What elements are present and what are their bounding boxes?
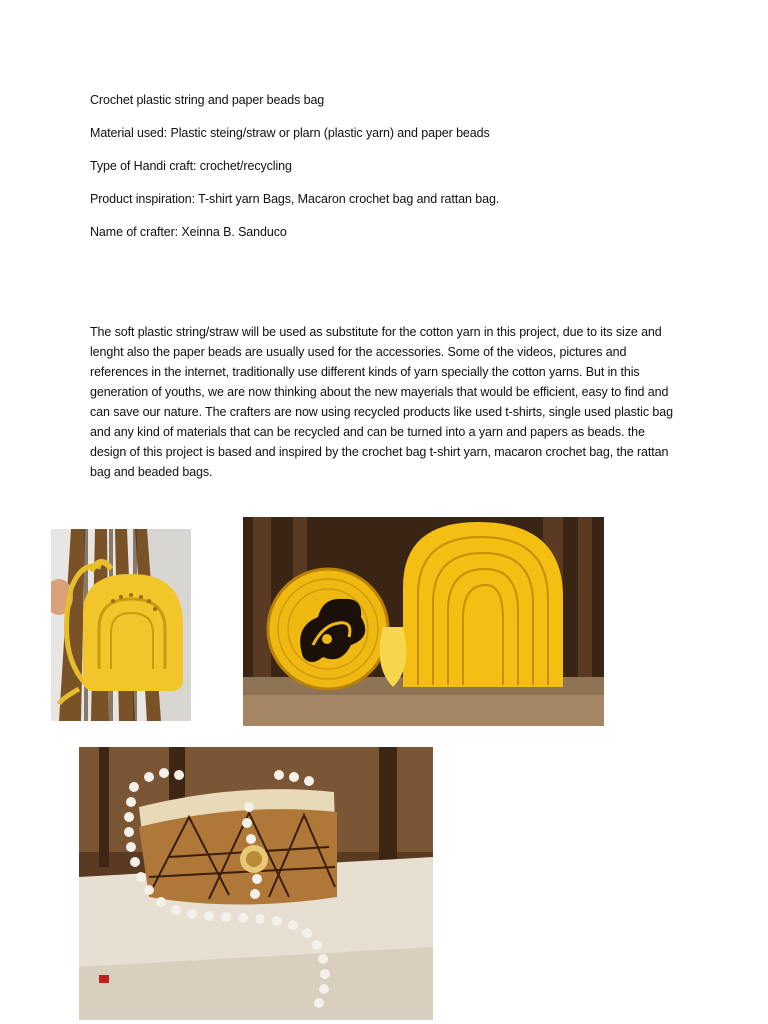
photo-backpack bbox=[51, 529, 191, 721]
craft-type-line: Type of Handi craft: crochet/recycling bbox=[90, 159, 292, 173]
document-title: Crochet plastic string and paper beads bag bbox=[90, 93, 325, 107]
crafter-line: Name of crafter: Xeinna B. Sanduco bbox=[90, 225, 287, 239]
photo-yellow-bags bbox=[243, 517, 604, 726]
inspiration-line: Product inspiration: T-shirt yarn Bags, Macaron crochet bag and rattan bag. bbox=[90, 192, 500, 206]
materials-line: Material used: Plastic steing/straw or plarn (plastic yarn) and paper beads bbox=[90, 126, 490, 140]
photo-beaded-bag bbox=[79, 747, 433, 1020]
description-paragraph: The soft plastic string/straw will be used as substitute for the cotton yarn in this project, due to its size and lenght also the paper beads are usually used for the accessories. Some of the videos, pictures and references in the internet, traditionally use different kinds of yarn specially the cotton yarns. But in this generation of youths, we are now thinking about the new mayerials that would be efficient, easy to find and can save our nature. The crafters are now using recycled products like used t-shirts, single used plastic bag and any kind of materials that can be recycled and can be turned into a yarn and papers as beads. the design of this project is based and inspired by the crochet bag t-shirt yarn, macaron crochet bag, the rattan bag and beaded bags. bbox=[90, 325, 673, 479]
